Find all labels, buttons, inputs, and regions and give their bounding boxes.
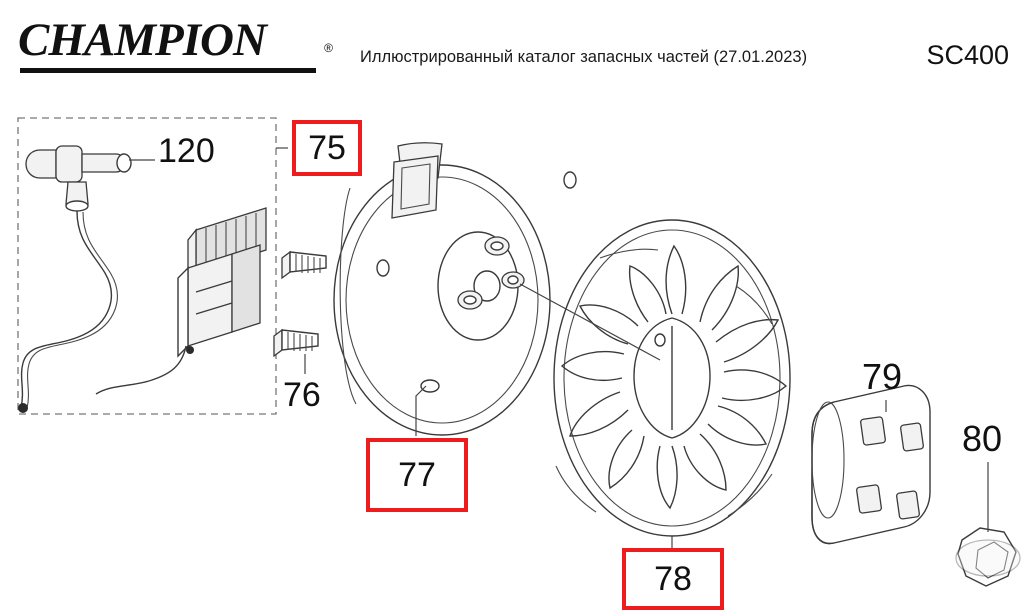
page-header — [0, 0, 1025, 88]
ignition-coil-graphic — [96, 208, 266, 394]
callout-78[interactable]: 78 — [622, 548, 724, 610]
brand-underline — [20, 68, 316, 73]
registered-trademark-icon: ® — [324, 41, 332, 55]
callout-76: 76 — [283, 376, 321, 414]
brand-name — [18, 14, 332, 66]
callout-80: 80 — [962, 418, 1003, 459]
callout-75[interactable]: 75 — [292, 120, 362, 176]
parts-diagram — [0, 88, 1025, 615]
catalog-title: Иллюстрированный каталог запасных частей (27.01.2023) — [360, 48, 808, 66]
model-code: SC400 — [926, 40, 1009, 70]
flywheel-fan-graphic — [554, 220, 790, 536]
coil-bolts-graphic — [274, 252, 326, 356]
diagram-svg — [0, 88, 1025, 615]
starter-cup-graphic — [812, 386, 930, 544]
brand-logo — [18, 14, 332, 76]
flywheel-rotor-graphic — [334, 143, 576, 435]
callout-120: 120 — [158, 132, 215, 170]
flange-nut-graphic — [956, 528, 1020, 586]
spark-plug-graphic — [18, 146, 131, 413]
callout-79: 79 — [862, 356, 903, 397]
brand-name-text: CHAMPION — [18, 14, 266, 66]
callout-77[interactable]: 77 — [366, 438, 468, 512]
